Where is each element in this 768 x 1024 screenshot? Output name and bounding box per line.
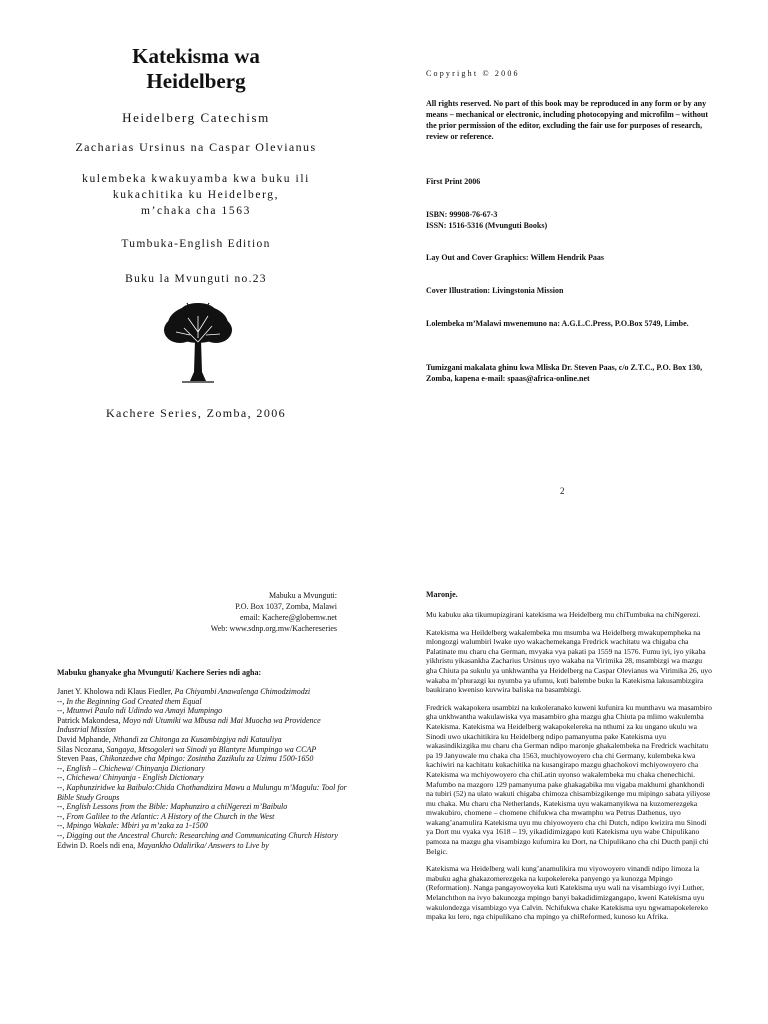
series-heading: Mabuku ghanyake gha Mvunguti/ Kachere Series ndi agha: bbox=[57, 668, 262, 677]
contact-line-1: Mabuku a Mvunguti: bbox=[269, 591, 337, 600]
list-item: --, From Galilee to the Atlantic: A History of the Church in the West bbox=[57, 811, 275, 821]
book-description bbox=[40, 171, 352, 219]
list-item: --, Digging out the Ancestral Church: Researching and Communicating Church History bbox=[57, 830, 338, 840]
intro-paragraph: Mu kabuku aka tikumupizgirani katekisma wa Heidelberg mu chiTumbuka na chiNgerezi. bbox=[426, 610, 701, 619]
list-item: --, Kaphunziridwe ka Baibulo:Chida Chothandizira Mawu a Mulungu m’Magulu: Tool for Bible Study Groups bbox=[57, 782, 347, 802]
contact-line-4: Web: www.sdnp.org.mw/Kachereseries bbox=[210, 624, 337, 633]
list-item: Edwin D. Roels ndi ena, Mayankho Odalirika/ Answers to Live by bbox=[57, 840, 269, 850]
first-print: First Print 2006 bbox=[426, 177, 481, 186]
intro-paragraph: Katekisma wa Heildelberg wakalembeka mu msumba wa Heidelberg mwakupempheka na mlongozgi walumbiri lwake uyo wakachemekanga Fredrick wachitatu wa chigaba cha Palatinate mu charu cha German, mvyaka vya pakati pa 1559 na 1576. Fumu iyi, iyo yikaba yikhristu yikasankha Zacharius Ursinus uyo wakaba na Virimika 28, msambizgi wa mazgu gha Chiuta pa sukulu ya unkhwantha ya Heidelberg na Caspar Olevianus wa Virimika 26, uyo wakaba m’phurazgi ku nyumba ya ufumu, kuti balembe buku la Katekisma lakusambizgira baukirano kweniso kuvwira baliska na basambizgi. bbox=[426, 627, 712, 695]
list-item: Silas Ncozana, Sangaya, Mtsogoleri wa Sinodi ya Blantyre Mumpingo wa CCAP bbox=[57, 744, 317, 754]
intro-paragraph: Fredrick wakapokera usambizi na kukoleranako kuweni kufunira ku munthavu wa masambiro gha unkhwantha wakulawiska vya masambiro gha mazgu gha Chiuta pa mlimo wakulemba Katekisma. Katekisma wa Heidelberg wakapokelereka na nthumi za ku ungano ukulu wa Sinodi uwo ukachitikira ku Heidelberg ndipo pamanyuma pake Katekisma uyu wakasindikizgika mu charu cha German ndipo maronje ghakalembeka na Fredrick wachitatu pa 19 Janyuwale mu chaka cha 1563, muchiyowoyero cha chi Germany, kulembeka kwa kachiwiri na kachitatu kukachitika na kusangirapo mazgu ghachokovi mchiyowoyero cha Katekisma wa mchiyowoyero cha chiLatin uyonso wakalembeka mu chaka chenechichi. bbox=[426, 702, 712, 779]
isbn-block bbox=[426, 209, 716, 231]
tree-icon bbox=[160, 302, 236, 386]
list-item: --, Mtumwi Paulo ndi Udindo wa Amayi Mumpingo bbox=[57, 706, 223, 716]
copyright-notice: Copyright © 2006 bbox=[426, 69, 520, 78]
intro-paragraph: Katekisma wa Heidelberg wali kung’anamulikira mu viyowoyero vinandi ndipo limoza la mabuku agha ghakazomerezgeka na kupokelereka panyengo ya kunozga Mpingo (Reformation). Nanga pangayowoyeka kuti Katekisma uyu wali na visambizgo ivyi Luther, Melanchthon na ivyo bakunozga mpingo banyi bakadidimizgangapo, kweni Katekisma uyu wakulondezga visambizgo vya Calvin. Nchifukwa chake Katekisma uyu ngwamapokelereko mpaka ku lero, nga chipulikano cha mpingo ya chiReformed, kunoso ku Afrika. bbox=[426, 864, 708, 922]
title-page bbox=[40, 44, 352, 285]
list-item: --, Chichewa/ Chinyanja - English Dictionary bbox=[57, 773, 204, 783]
intro-text bbox=[426, 610, 712, 930]
intro-paragraph: Mafumbo na mazgoro 129 pamanyuma pake ghakagabika mu vigaba makhumi ghankhondi na tubiri (52) na ulato wakuti chigaba chimoza chisambizgikenge mu mipingo sabata yiliyose mu chaka. Mu charu cha Netherlands, Katekisma uyu wakamanyikwa na kuzomerezgeka mwakubiro, chomene – chomene chifukwa cha mwamphu wa Petrus Dathenus, uyo wakang’anamulira Katekisma uyu mu chiyowoyero cha chi Dutch, ndipo kwizira mu Sinodi ya Dort mu vyaka vya 1618 – 19, yikadidimizgapo kuti Katekisma uyu wabe Chipulikano pamoza na mazgu gha visambizgo kufumira ku Dort, na Chipulikano cha chi Ducth panji chi Belgic. bbox=[426, 779, 711, 856]
list-item: --, In the Beginning God Created them Equal bbox=[57, 696, 202, 706]
list-item: Steven Paas, Chikonzedwe cha Mpingo: Zosintha Zazikulu za Uzimu 1500-1650 bbox=[57, 754, 314, 764]
intro-heading: Maronje. bbox=[426, 590, 458, 599]
list-item: David Mphande, Nthandi za Chitonga za Kusambizgiya ndi Katauliya bbox=[57, 734, 282, 744]
book-subtitle: Heidelberg Catechism bbox=[122, 110, 270, 125]
description-line-1: kulembeka kwakuyamba kwa buku ili bbox=[82, 173, 310, 185]
list-item: --, English – Chichewa/ Chinyanja Dictionary bbox=[57, 763, 205, 773]
publisher-line: Kachere Series, Zomba, 2006 bbox=[105, 406, 287, 420]
contact-line-3: email: Kachere@globemw.net bbox=[239, 613, 337, 622]
printer-credit: Lolembeka m’Malawi mwenemuno na: A.G.L.C.Press, P.O.Box 5749, Limbe. bbox=[426, 319, 689, 328]
book-title-line-1: Katekisma wa bbox=[132, 44, 260, 68]
list-item: --, Mpingo Wakale: Mbiri ya m’zaka za 1-1500 bbox=[57, 821, 208, 831]
description-line-2: kukachitika ku Heidelberg, bbox=[112, 189, 280, 201]
isbn: ISBN: 99908-76-67-3 bbox=[426, 210, 498, 219]
list-item: --, English Lessons from the Bible: Maphunziro a chiNgerezi m’Baibulo bbox=[57, 802, 288, 812]
series-contact bbox=[150, 590, 337, 634]
list-item: Patrick Makondesa, Moyo ndi Utumiki wa Mbusa ndi Mai Muocha wa Providence Industrial Mission bbox=[57, 715, 321, 735]
cover-illustration-credit: Cover Illustration: Livingstonia Mission bbox=[426, 286, 564, 295]
rights-statement: All rights reserved. No part of this book may be reproduced in any form or by any means – mechanical or electronic, including photocopying and microfilm – without the prior permission of the editor, excluding the fair use for purposes of research, review or reference. bbox=[426, 99, 709, 141]
book-authors: Zacharias Ursinus na Caspar Olevianus bbox=[75, 140, 317, 154]
contact-line-2: P.O. Box 1037, Zomba, Malawi bbox=[235, 602, 337, 611]
description-line-3: m’chaka cha 1563 bbox=[141, 205, 251, 217]
page-number: 2 bbox=[560, 486, 565, 496]
books-list bbox=[57, 687, 347, 850]
list-item: Janet Y. Kholowa ndi Klaus Fiedler, Pa Chiyambi Anawalenga Chimodzimodzi bbox=[57, 687, 311, 696]
issn: ISSN: 1516-5316 (Mvunguti Books) bbox=[426, 221, 548, 230]
book-edition: Tumbuka-English Edition bbox=[121, 238, 271, 250]
layout-credit: Lay Out and Cover Graphics: Willem Hendrik Paas bbox=[426, 253, 605, 262]
contact-editor: Tumizgani makalata ghinu kwa Mliska Dr. Steven Paas, c/o Z.T.C., P.O. Box 130, Zomba, kapena e-mail: spaas@africa-online.net bbox=[426, 363, 703, 383]
book-title-line-2: Heidelberg bbox=[146, 69, 246, 93]
series-number: Buku la Mvunguti no.23 bbox=[125, 273, 267, 285]
